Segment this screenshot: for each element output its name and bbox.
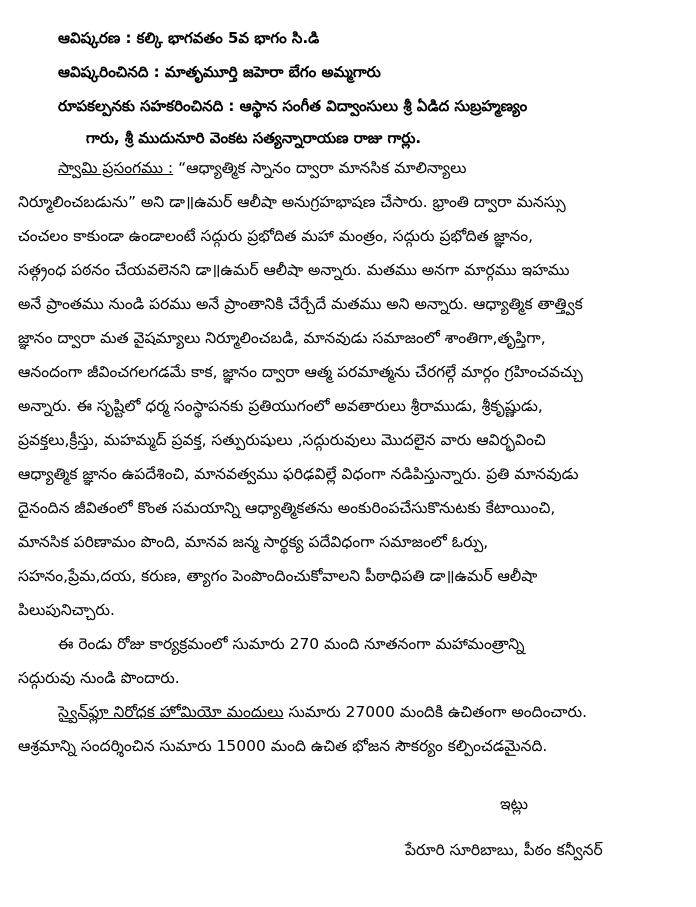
paragraph-line: ఆధ్యాత్మిక జ్ఞానం ఉపదేశించి, మానవత్వము ఫరిఢవిల్లే విధంగా నడిపిస్తున్నారు. ప్రతి మానవుడు (18, 465, 579, 483)
paragraph-line: చంచలం కాకుండా ఉండాలంటే సద్గురు ప్రభోదిత మహా మంత్రం, సద్గురు ప్రభోదిత జ్ఞానం, (18, 227, 534, 245)
swami-speech-label: స్వామి ప్రసంగము : (58, 159, 174, 177)
paragraph-line: అనే ప్రాంతము నుండి పరము అనే ప్రాంతానికి చేర్చేదే మతము అని అన్నారు. ఆధ్యాత్మిక తాత్త్విక (18, 295, 583, 313)
paragraph-line: ఆశ్రమాన్ని సందర్శించిన సుమారు 15000 మంది ఉచిత భోజన సౌకర్యం కల్పించడమైనది. (18, 737, 548, 755)
header-line-released-by: ఆవిష్కరించినది : మాతృమూర్తి జహెరా బేగం అమ్మగారు (58, 63, 381, 81)
signature-name: పేరూరి సూరిబాబు, పీఠం కన్వీనర్ (405, 841, 603, 859)
paragraph-line: ఆనందంగా జీవించగలగడమే కాక, జ్ఞానం ద్వారా ఆత్మ పరమాత్మను చేరగల్గే మార్గం గ్రహించవచ్చు (18, 363, 583, 381)
paragraph-line: ఈ రెండు రోజు కార్యక్రమంలో సుమారు 270 మంది నూతనంగా మహామంత్రాన్ని (58, 635, 525, 653)
homeo-medicine-text: సుమారు 27000 మందికి ఉచితంగా అందించారు. (283, 703, 588, 721)
homeo-medicine-label: స్వైన్‌ఫ్లూ నిరోధక హోమియో మందులు (58, 703, 284, 721)
header-line-contributors: రూపకల్పనకు సహకరించినది : ఆస్థాన సంగీత విద్వాంసులు శ్రీ ఏడిద సుబ్రహ్మణ్యం (58, 97, 528, 115)
signature-closing: ఇట్లు (500, 795, 529, 813)
paragraph-line: మానసిక పరిణామం పొంది, మానవ జన్మ సార్థక్య పదేవిధంగా సమాజంలో ఓర్పు, (18, 533, 489, 551)
paragraph-line: సద్గురువు నుండి పొందారు. (18, 669, 180, 687)
paragraph-homeo-line (58, 702, 587, 722)
paragraph-line: నిర్మూలించబడును” అని డా॥ఉమర్ ఆలీషా అనుగ్రహభాషణ చేసారు. భ్రాంతి ద్వారా మనస్సు (18, 193, 566, 211)
paragraph-line: సత్గ్రంధ పఠనం చేయవలెనని డా॥ఉమర్ ఆలీషా అన్నారు. మతము అనగా మార్గము ఇహము (18, 261, 570, 279)
paragraph-line: పిలుపునిచ్చారు. (18, 601, 115, 619)
paragraph-speech-first-line (58, 158, 466, 178)
paragraph-line: సహనం,ప్రేమ,దయ, కరుణ, త్యాగం పెంపొందించుకోవాలని పీఠాధిపతి డా॥ఉమర్ ఆలీషా (18, 567, 538, 585)
speech-text: “ఆధ్యాత్మిక స్నానం ద్వారా మానసిక మాలిన్యాలు (178, 159, 467, 177)
paragraph-line: జ్ఞానం ద్వారా మత వైషమ్యాలు నిర్మూలించబడి, మానవుడు సమాజంలో శాంతిగా,తృప్తిగా, (18, 329, 546, 347)
header-line-release: ఆవిష్కరణ : కల్కి భాగవతం 5వ భాగం సి.డి (58, 29, 320, 47)
paragraph-line: ప్రవక్తలు,క్రీస్తు, మహమ్మద్ ప్రవక్త, సత్పురుషులు ,సద్గురువులు మొదలైన వారు ఆవిర్భవించి (18, 431, 546, 449)
paragraph-line: అన్నారు. ఈ సృష్టిలో ధర్మ సంస్థాపనకు ప్రతియుగంలో అవతారులు శ్రీరాముడు, శ్రీకృష్ణుడు, (18, 397, 543, 415)
paragraph-line: దైనందిన జీవితంలో కొంత సమయాన్ని ఆధ్యాత్మికతను అంకురింపచేసుకొనుటకు కేటాయించి, (18, 499, 556, 517)
header-line-contributors-cont: గారు, శ్రీ ముదునూరి వెంకట సత్యన్నారాయణ రాజు గార్లు. (86, 129, 422, 147)
